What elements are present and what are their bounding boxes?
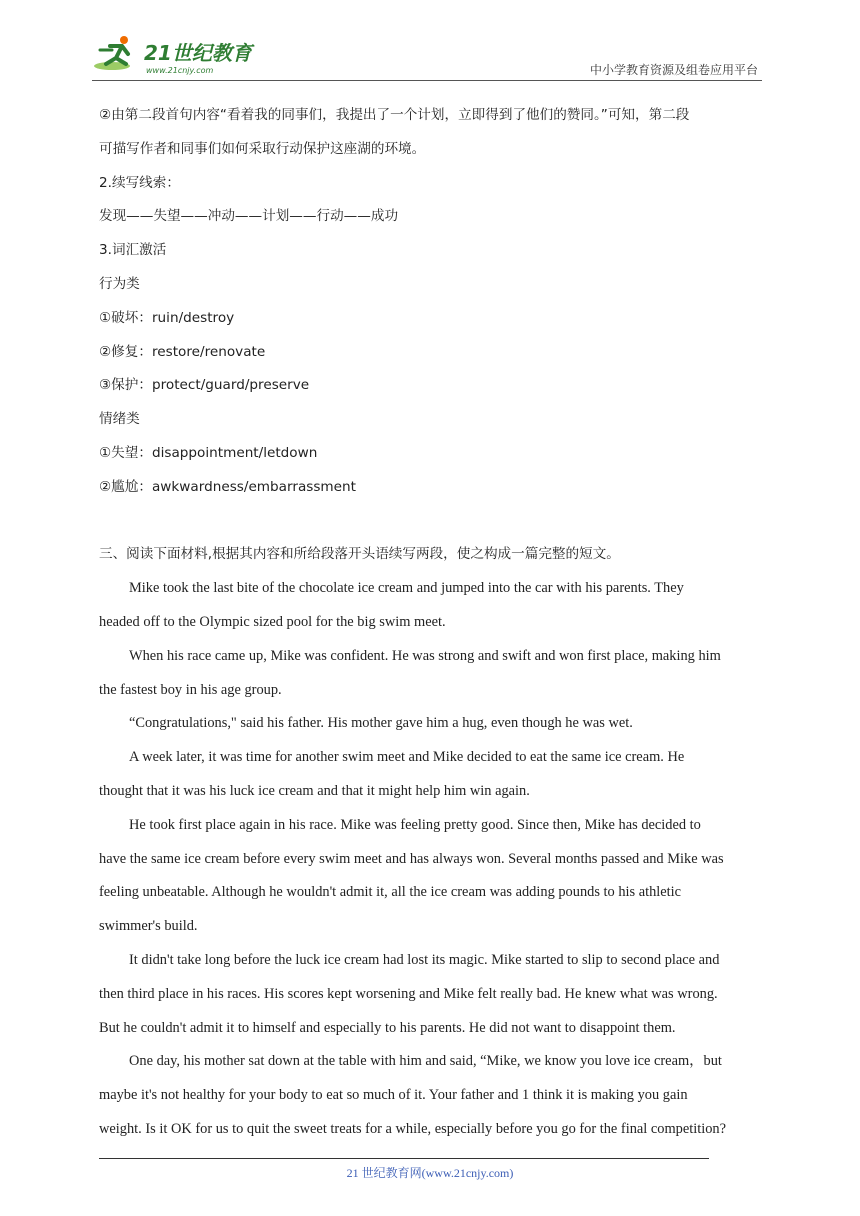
text-line: 2.续写线索： xyxy=(99,174,180,191)
text-line: A week later, it was time for another swim meet and Mike decided to eat the same ice cream. He xyxy=(129,749,685,766)
text-line: headed off to the Olympic sized pool for the big swim meet. xyxy=(99,613,446,630)
text-line: ①失望：disappointment/letdown xyxy=(99,444,318,461)
text-line: ③保护：protect/guard/preserve xyxy=(99,377,310,394)
text-line: It didn't take long before the luck ice cream had lost its magic. Mike started to slip to second place and xyxy=(129,951,720,968)
site-logo xyxy=(92,32,262,76)
text-line: feeling unbeatable. Although he wouldn't admit it, all the ice cream was adding pounds to his athletic xyxy=(99,884,682,901)
text-line: weight. Is it OK for us to quit the sweet treats for a while, especially before you go for the final competition? xyxy=(99,1120,727,1137)
text-line: swimmer's build. xyxy=(99,918,198,935)
text-line: 发现——失望——冲动——计划——行动——成功 xyxy=(99,208,399,225)
svg-text:21世纪教育: 21世纪教育 xyxy=(144,41,252,65)
text-line: 3.词汇激活 xyxy=(99,242,167,259)
text-line: He took first place again in his race. Mike was feeling pretty good. Since then, Mike has decided to xyxy=(129,816,701,833)
runner-logo-icon xyxy=(92,32,262,76)
text-line: 三、阅读下面材料,根据其内容和所给段落开头语续写两段，使之构成一篇完整的短文。 xyxy=(99,546,620,563)
text-line: 可描写作者和同事们如何采取行动保护这座湖的环境。 xyxy=(99,140,426,157)
platform-title: 中小学教育资源及组卷应用平台 xyxy=(589,63,758,77)
text-line: maybe it's not healthy for your body to eat so much of it. Your father and 1 think it is making you gain xyxy=(99,1087,688,1104)
text-line: But he couldn't admit it to himself and especially to his parents. He did not want to disappoint them. xyxy=(99,1019,676,1036)
page-header xyxy=(92,30,762,80)
text-line: ①破坏：ruin/destroy xyxy=(99,309,235,326)
text-line: Mike took the last bite of the chocolate ice cream and jumped into the car with his parents. They xyxy=(129,580,684,597)
header-divider xyxy=(92,80,762,81)
text-line: ②修复：restore/renovate xyxy=(99,343,266,360)
text-line: 行为类 xyxy=(99,275,140,292)
paragraph-gap xyxy=(99,508,764,542)
svg-text:www.21cnjy.com: www.21cnjy.com xyxy=(146,66,214,75)
document-body xyxy=(99,102,764,1150)
footer-source[interactable]: 21 世纪教育网(www.21cnjy.com) xyxy=(346,1166,514,1180)
text-line: have the same ice cream before every swim meet and has always won. Several months passed and Mike was xyxy=(99,850,724,867)
footer-divider xyxy=(99,1158,709,1159)
text-line: When his race came up, Mike was confident. He was strong and swift and won first place, making him xyxy=(129,647,721,664)
text-line: 情绪类 xyxy=(99,411,140,428)
text-line: the fastest boy in his age group. xyxy=(99,681,282,698)
text-line: ②由第二段首句内容“看着我的同事们，我提出了一个计划，立即得到了他们的赞同。”可知，第二段 xyxy=(99,107,690,123)
text-line: then third place in his races. His scores kept worsening and Mike felt really bad. He knew what was wrong. xyxy=(99,985,718,1002)
text-line: ②尴尬：awkwardness/embarrassment xyxy=(99,478,356,495)
text-line: “Congratulations," said his father. His mother gave him a hug, even though he was wet. xyxy=(129,715,633,732)
text-line: One day, his mother sat down at the table with him and said, “Mike, we know you love ice cream，but xyxy=(129,1053,722,1070)
text-line: thought that it was his luck ice cream and that it might help him win again. xyxy=(99,782,530,799)
